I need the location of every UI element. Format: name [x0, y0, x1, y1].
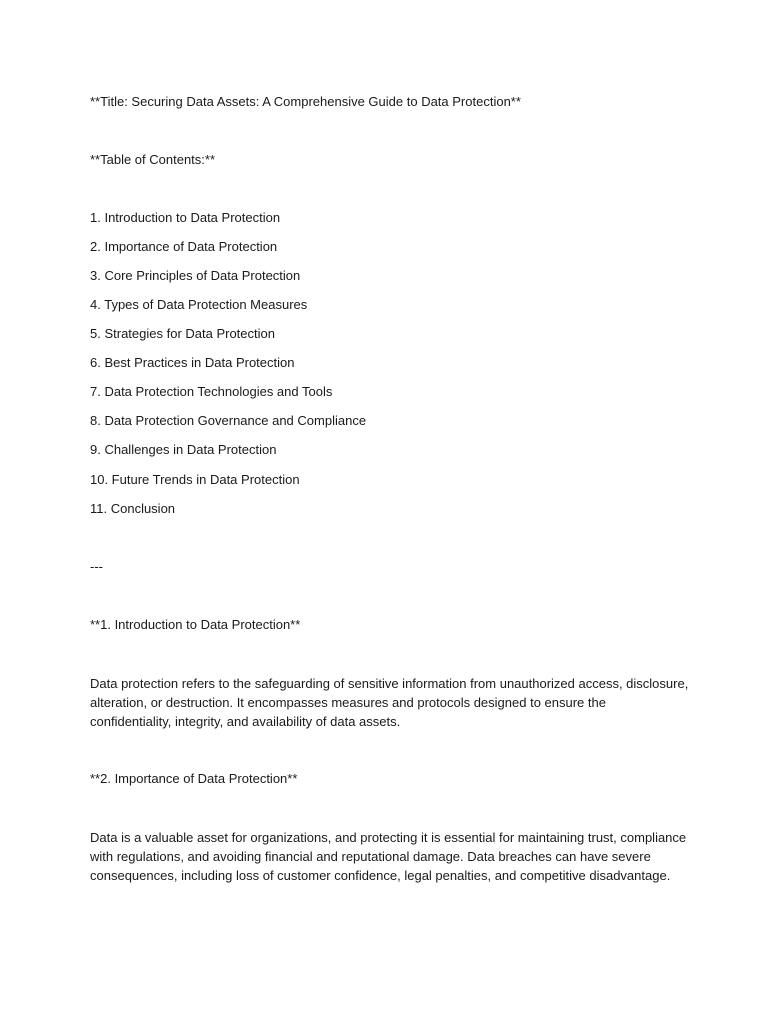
- section-heading: **1. Introduction to Data Protection**: [90, 617, 301, 632]
- toc-item: 7. Data Protection Technologies and Tools: [90, 384, 333, 399]
- toc-item: 4. Types of Data Protection Measures: [90, 297, 308, 312]
- section-body: Data is a valuable asset for organizations, and protecting it is essential for maintaining trust, compliance with regulations, and avoiding financial and reputational damage. Data breaches can have severe consequences, including loss of customer confidence, legal penalties, and competitive disadvantage.: [90, 830, 687, 883]
- toc-item: 2. Importance of Data Protection: [90, 239, 278, 254]
- toc-item: 10. Future Trends in Data Protection: [90, 472, 300, 487]
- toc-item: 9. Challenges in Data Protection: [90, 442, 277, 457]
- toc-item: 3. Core Principles of Data Protection: [90, 268, 301, 283]
- section-separator: ---: [90, 559, 103, 574]
- toc-item: 6. Best Practices in Data Protection: [90, 355, 295, 370]
- toc-item: 1. Introduction to Data Protection: [90, 210, 281, 225]
- section-heading: **2. Importance of Data Protection**: [90, 771, 298, 786]
- toc-heading: **Table of Contents:**: [90, 152, 216, 167]
- toc-item: 11. Conclusion: [90, 501, 176, 516]
- document-title: **Title: Securing Data Assets: A Comprehensive Guide to Data Protection**: [90, 94, 521, 109]
- toc-item: 8. Data Protection Governance and Compliance: [90, 413, 367, 428]
- toc-item: 5. Strategies for Data Protection: [90, 326, 275, 341]
- section-body: Data protection refers to the safeguarding of sensitive information from unauthorized access, disclosure, alteration, or destruction. It encompasses measures and protocols designed to ensure the confidentiality, integrity, and availability of data assets.: [90, 676, 689, 729]
